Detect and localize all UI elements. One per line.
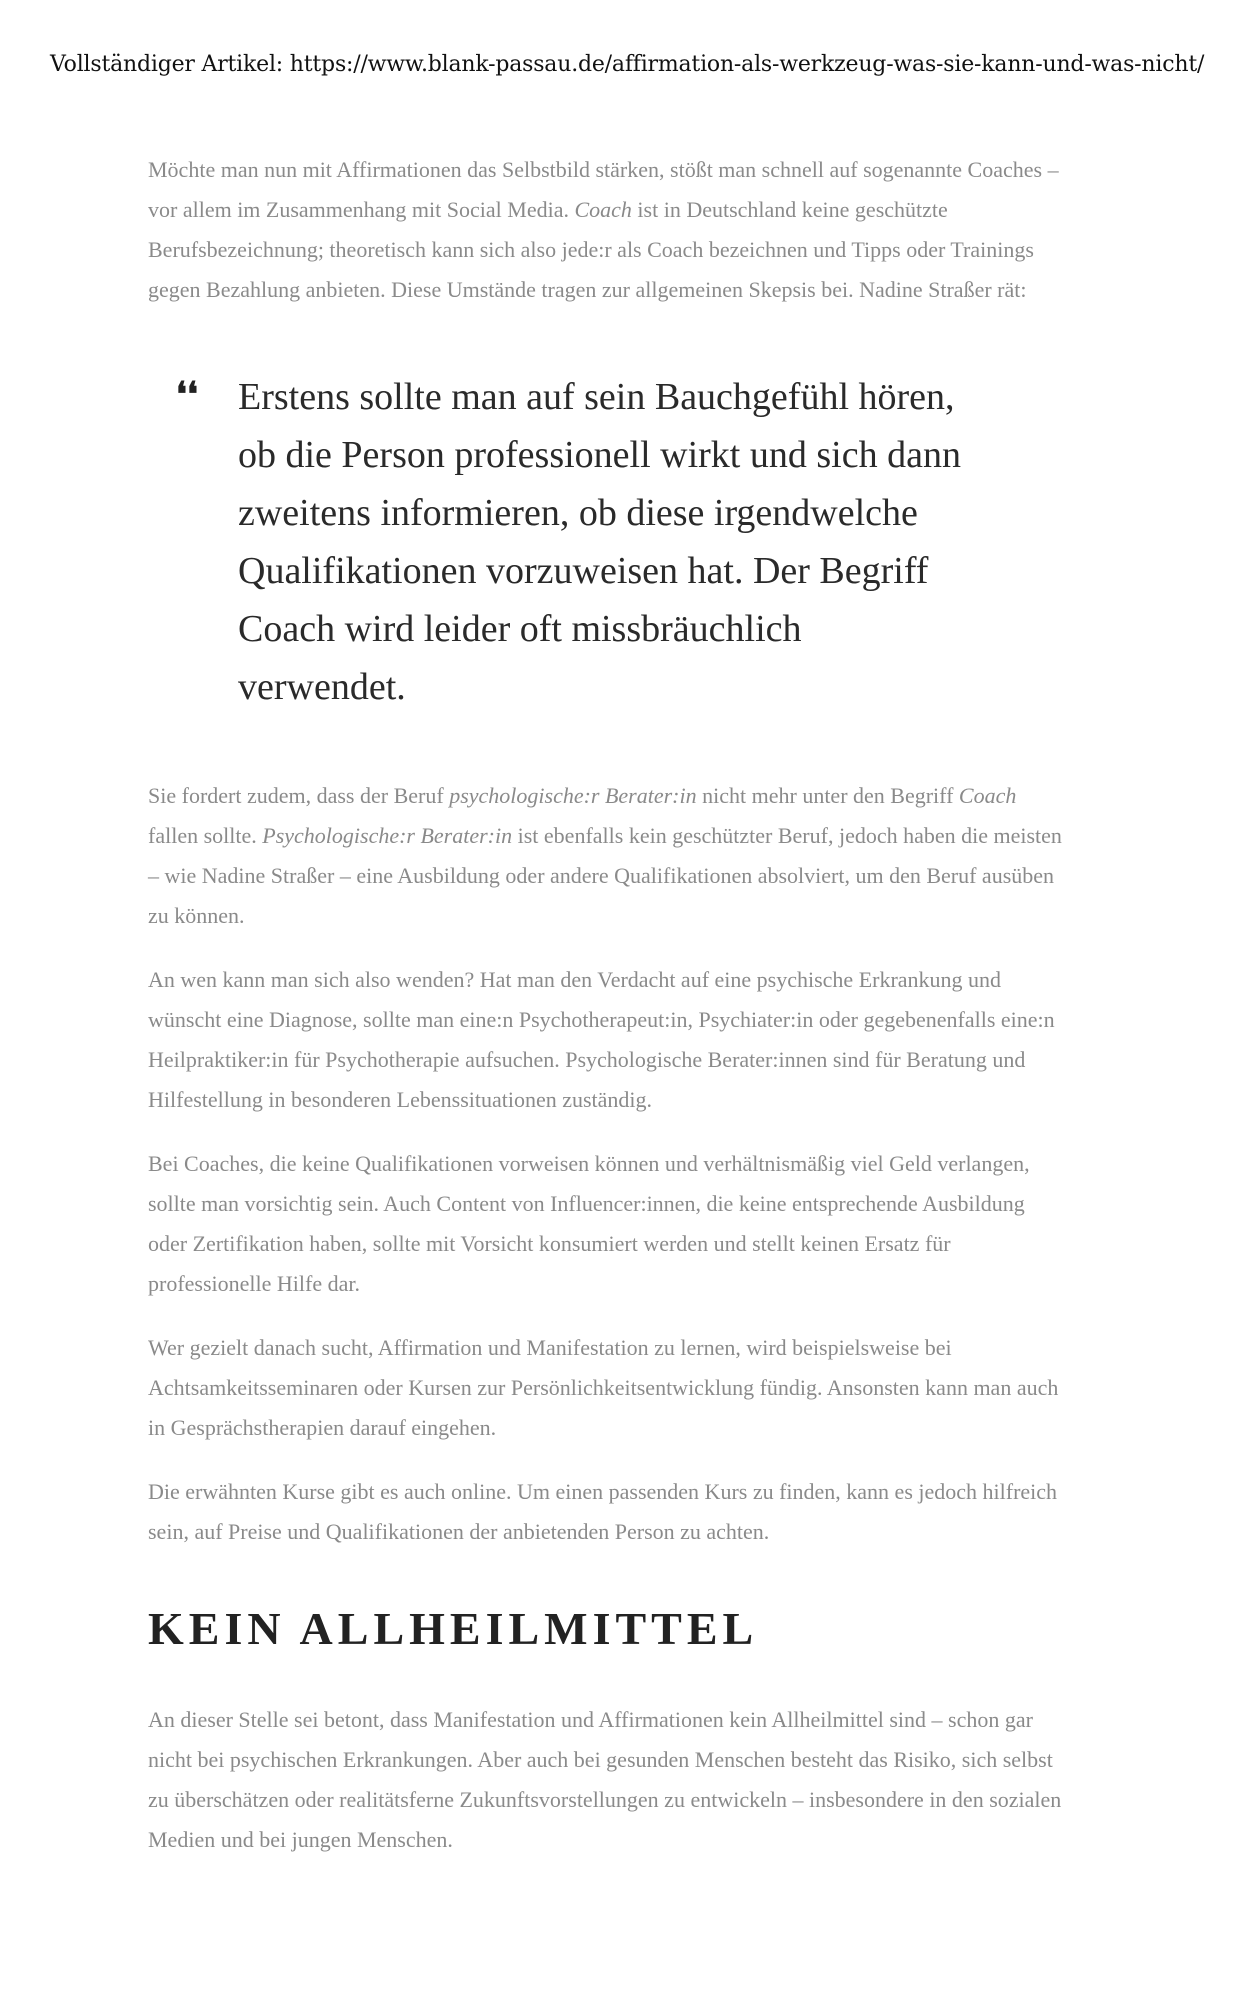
paragraph-coaches-intro (148, 150, 1068, 310)
italic-term: Psychologische:r Berater:in (262, 823, 513, 848)
paragraph-where-to-turn: An wen kann man sich also wenden? Hat man den Verdacht auf eine psychische Erkrankung und wünscht eine Diagnose, sollte man eine:n Psychotherapeut:in, Psychiater:in oder gegebenenfalls eine:n Heilpraktiker:in für Psychotherapie aufsuchen. Psychologische Berater:innen sind für Beratung und Hilfestellung in besonderen Lebenssituationen zuständig. (148, 967, 1055, 1112)
italic-term: Coach (958, 783, 1017, 808)
quote-text: Erstens sollte man auf sein Bauchgefühl hören, ob die Person professionell wirkt und sich dann zweitens informieren, ob diese irgendwelche Qualifikationen vorzuweisen hat. Der Begriff Coach wird leider oft missbräuchlich verwendet. (238, 376, 961, 708)
blockquote (148, 368, 978, 716)
article-body (148, 150, 1068, 1860)
paragraph-courses: Wer gezielt danach sucht, Affirmation und Manifestation zu lernen, wird beispielsweise bei Achtsamkeitsseminaren oder Kursen zur Persönlichkeitsentwicklung fündig. Ansonsten kann man auch in Gesprächstherapien darauf eingehen. (148, 1335, 1059, 1440)
paragraph-berater (148, 776, 1068, 936)
paragraph-online-courses: Die erwähnten Kurse gibt es auch online. Um einen passenden Kurs zu finden, kann es jedoch hilfreich sein, auf Preise und Qualifikationen der anbietenden Person zu achten. (148, 1479, 1058, 1544)
quote-icon: ❛❛ (176, 375, 198, 415)
section-heading: KEIN ALLHEILMITTEL (148, 1603, 759, 1654)
text-run: fallen sollte. (148, 823, 263, 848)
italic-term: psychologische:r Berater:in (449, 783, 697, 808)
text-run: Sie fordert zudem, dass der Beruf (148, 783, 450, 808)
italic-term-coach: Coach (574, 197, 632, 222)
source-link-line: Vollständiger Artikel: https://www.blank-passau.de/affirmation-als-werkzeug-was-sie-kann-und-was-nicht/ (50, 52, 1205, 77)
text-run: ist in Deutschland keine geschützte Berufsbezeichnung; theoretisch kann sich also jede:r als Coach bezeichnen und Tipps oder Trainings gegen Bezahlung anbieten. Diese Umstände tragen zur allgemeinen Skepsis bei. Nadine Straßer rät: (148, 197, 1034, 302)
paragraph-no-panacea: An dieser Stelle sei betont, dass Manifestation und Affirmationen kein Allheilmittel sind – schon gar nicht bei psychischen Erkrankungen. Aber auch bei gesunden Menschen besteht das Risiko, sich selbst zu überschätzen oder realitätsferne Zukunftsvorstellungen zu entwickeln – insbesondere in den sozialen Medien und bei jungen Menschen. (148, 1707, 1062, 1852)
text-run: Möchte man nun mit Affirmationen das Selbstbild stärken, stößt man schnell auf sogenannte Coaches – vor allem im Zusammenhang mit Social Media. (148, 157, 1059, 222)
text-run: nicht mehr unter den Begriff (696, 783, 959, 808)
paragraph-caution: Bei Coaches, die keine Qualifikationen vorweisen können und verhältnismäßig viel Geld verlangen, sollte man vorsichtig sein. Auch Content von Influencer:innen, die keine entsprechende Ausbildung oder Zertifikation haben, sollte mit Vorsicht konsumiert werden und stellt keinen Ersatz für professionelle Hilfe dar. (148, 1151, 1030, 1296)
text-run: ist ebenfalls kein geschützter Beruf, jedoch haben die meisten – wie Nadine Straßer – eine Ausbildung oder andere Qualifikationen absolviert, um den Beruf ausüben zu können. (148, 823, 1062, 928)
